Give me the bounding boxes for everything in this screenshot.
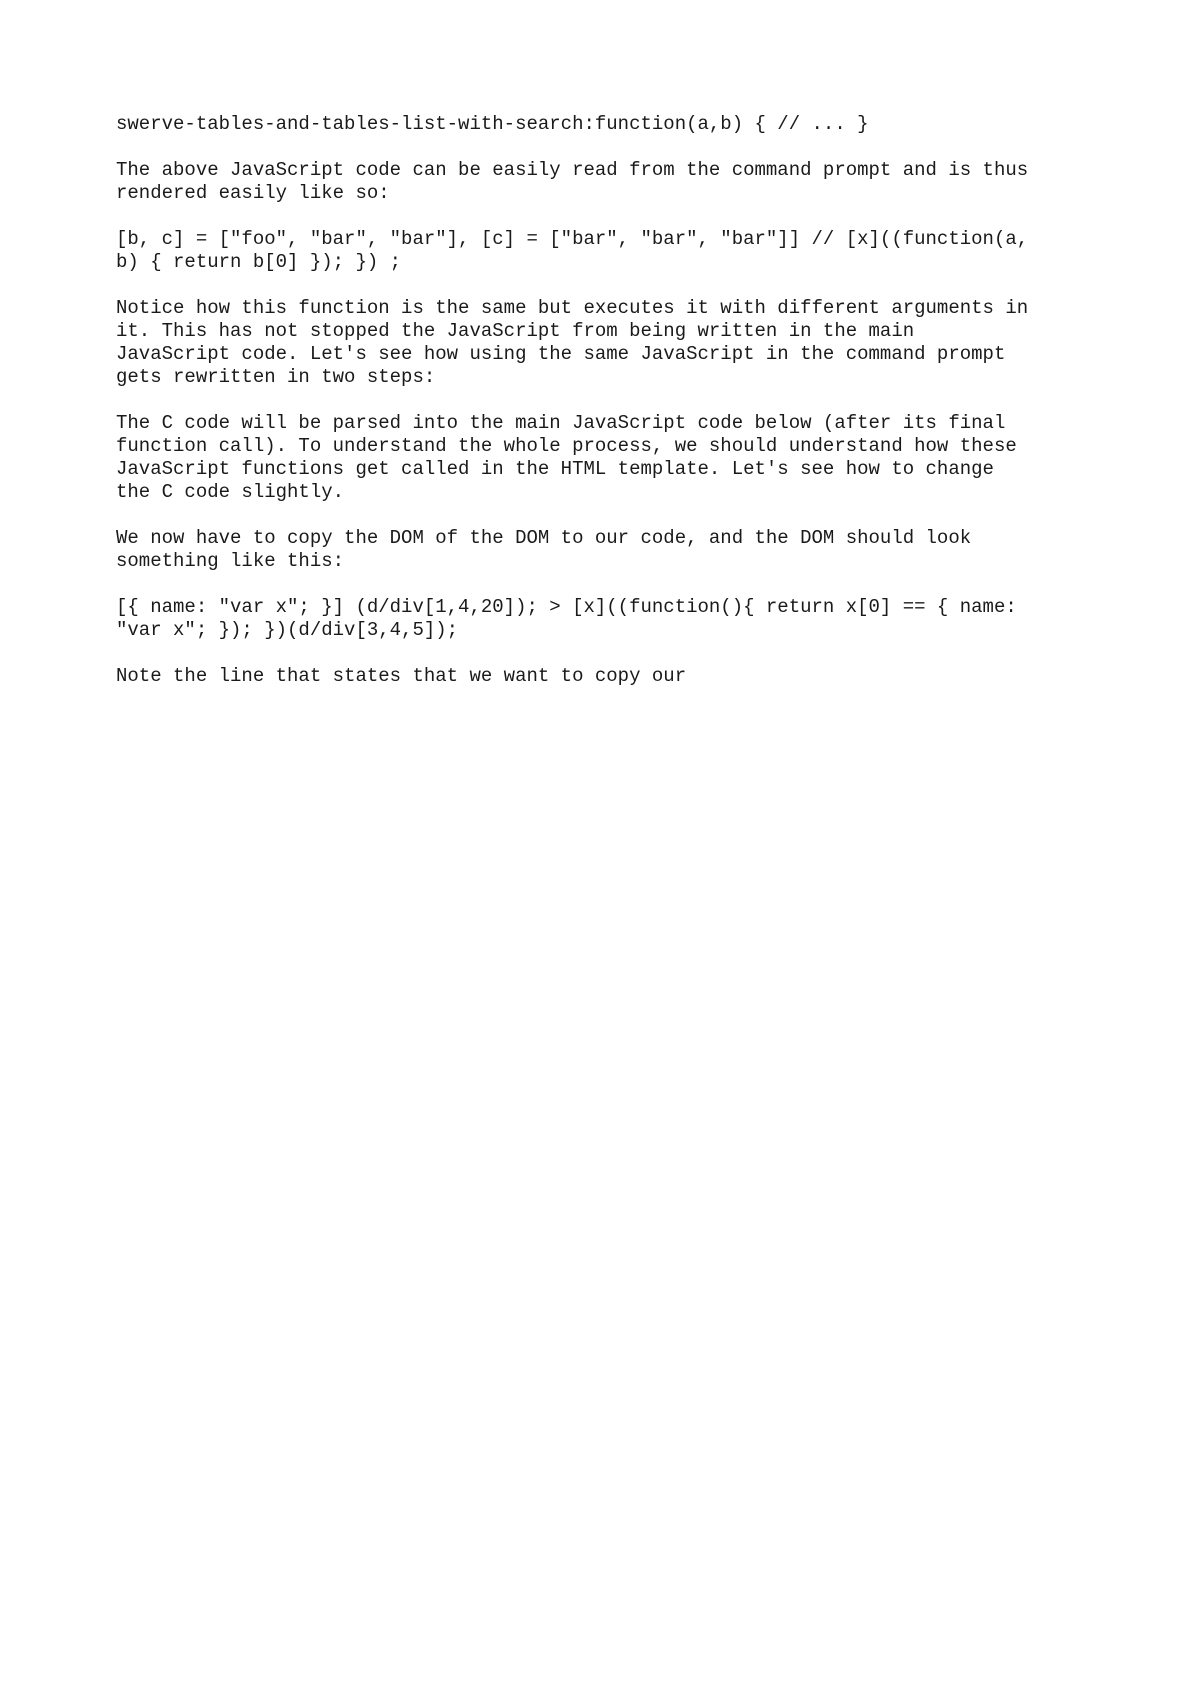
paragraph-note: Note the line that states that we want to copy our xyxy=(116,665,687,687)
paragraph-notice: Notice how this function is the same but executes it with different arguments in it. This has not stopped the JavaScript from being written in the main JavaScript code. Let's see how using the same JavaScript in the command prompt gets rewritten in two steps: xyxy=(116,297,1029,388)
paragraph-c-code: The C code will be parsed into the main JavaScript code below (after its final function call). To understand the whole process, we should understand how these JavaScript functions get called in the HTML template. Let's see how to change the C code slightly. xyxy=(116,412,1017,503)
document-body xyxy=(116,113,1096,711)
code-line-function-signature: swerve-tables-and-tables-list-with-search:function(a,b) { // ... } xyxy=(116,113,869,135)
paragraph-dom-copy: We now have to copy the DOM of the DOM to our code, and the DOM should look something like this: xyxy=(116,527,972,572)
code-line-array-example: [b, c] = ["foo", "bar", "bar"], [c] = ["bar", "bar", "bar"]] // [x]((function(a, b) { return b[0] }); }) ; xyxy=(116,228,1029,273)
paragraph-intro: The above JavaScript code can be easily read from the command prompt and is thus rendered easily like so: xyxy=(116,159,1029,204)
code-line-dom-example: [{ name: "var x"; }] (d/div[1,4,20]); > [x]((function(){ return x[0] == { name: "var x"; }); })(d/div[3,4,5]); xyxy=(116,596,1017,641)
